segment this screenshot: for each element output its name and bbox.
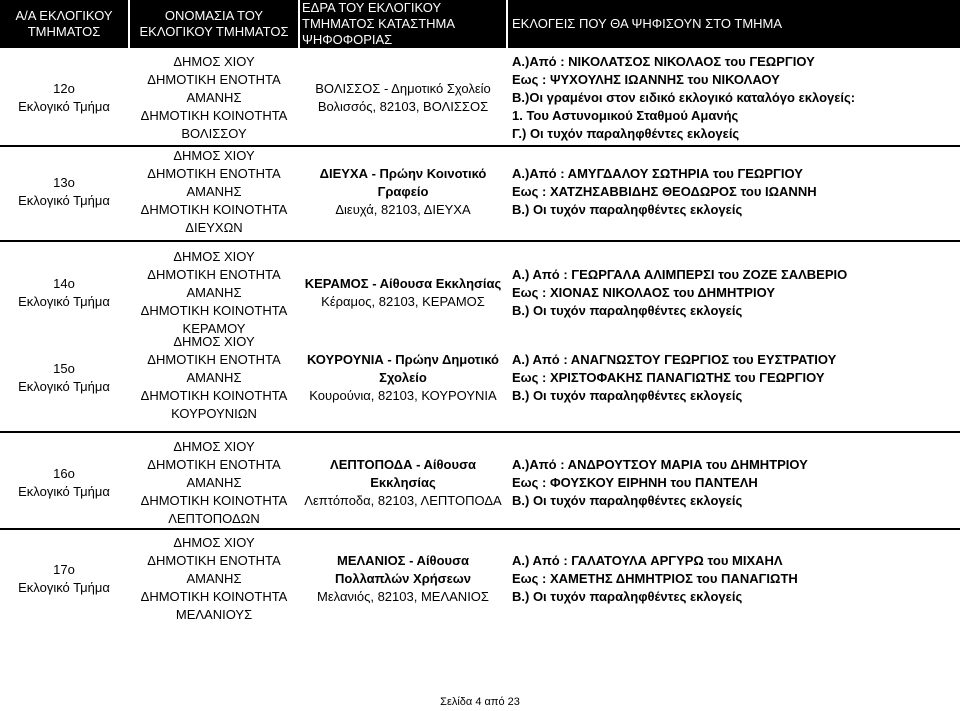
- section-number-cell: [0, 148, 128, 236]
- header-col-voters: [508, 0, 960, 48]
- polling-station-address: Βολισσός, 82103, ΒΟΛΙΣΣΟΣ: [317, 99, 489, 114]
- section-name-cell: [130, 50, 298, 146]
- text-line: Β.) Οι τυχόν παραληφθέντες εκλογείς: [512, 493, 743, 508]
- text-line: Εκλογικό Τμήμα: [18, 294, 110, 309]
- section-name-cell: [130, 335, 298, 421]
- text-line: ΔΗΜΟΤΙΚΗ ΚΟΙΝΟΤΗΤΑ: [140, 202, 288, 217]
- voters-cell: [512, 50, 960, 146]
- text-line: Β.) Οι τυχόν παραληφθέντες εκλογείς: [512, 303, 743, 318]
- text-line: ΑΜΑΝΗΣ: [186, 571, 242, 586]
- text-line: ΔΗΜΟΣ ΧΙΟΥ: [173, 334, 255, 349]
- header-text: ΕΔΡΑ ΤΟΥ ΕΚΛΟΓΙΚΟΥ: [302, 0, 442, 15]
- text-line: Α.) Από : ΓΑΛΑΤΟΥΛΑ ΑΡΓΥΡΩ του ΜΙΧΑΗΛ: [512, 553, 783, 568]
- polling-station-cell: [300, 50, 506, 146]
- text-line: ΔΗΜΟΣ ΧΙΟΥ: [173, 439, 255, 454]
- text-line: ΑΜΑΝΗΣ: [186, 285, 242, 300]
- text-line: Εως : ΧΑΜΕΤΗΣ ΔΗΜΗΤΡΙΟΣ του ΠΑΝΑΓΙΩΤΗ: [512, 571, 798, 586]
- text-line: ΒΟΛΙΣΣΟΥ: [181, 126, 247, 141]
- text-line: 15ο: [53, 361, 75, 376]
- text-line: ΚΕΡΑΜΟΣ - Αίθουσα Εκκλησίας: [304, 276, 502, 291]
- text-line: Εκλογικό Τμήμα: [18, 193, 110, 208]
- polling-station-address: Κουρούνια, 82103, ΚΟΥΡΟΥΝΙΑ: [309, 388, 497, 403]
- text-line: Εκκλησίας: [370, 475, 436, 490]
- polling-station-cell: [300, 251, 506, 335]
- section-number-cell: [0, 533, 128, 625]
- polling-station-address: Λεπτόποδα, 82103, ΛΕΠΤΟΠΟΔΑ: [304, 493, 502, 508]
- section-name-cell: [130, 251, 298, 335]
- polling-station-cell: [300, 335, 506, 421]
- text-line: ΔΗΜΟΤΙΚΗ ΕΝΟΤΗΤΑ: [147, 166, 281, 181]
- text-line: ΔΗΜΟΤΙΚΗ ΕΝΟΤΗΤΑ: [147, 267, 281, 282]
- section-name-cell: [130, 148, 298, 236]
- text-line: Εκλογικό Τμήμα: [18, 379, 110, 394]
- voters-cell: [512, 436, 960, 530]
- header-col-polling-station: [300, 0, 506, 48]
- header-col-section-name: [130, 0, 298, 48]
- text-line: Γραφείο: [377, 184, 429, 199]
- text-line: 12ο: [53, 81, 75, 96]
- text-line: Εκλογικό Τμήμα: [18, 99, 110, 114]
- text-line: ΔΗΜΟΤΙΚΗ ΕΝΟΤΗΤΑ: [147, 457, 281, 472]
- text-line: ΔΗΜΟΤΙΚΗ ΚΟΙΝΟΤΗΤΑ: [140, 108, 288, 123]
- text-line: ΔΙΕΥΧΩΝ: [185, 220, 243, 235]
- row-separator: [0, 431, 960, 433]
- header-text: ΟΝΟΜΑΣΙΑ ΤΟΥ: [164, 8, 264, 23]
- text-line: ΛΕΠΤΟΠΟΔΩΝ: [168, 511, 260, 526]
- text-line: 17ο: [53, 562, 75, 577]
- text-line: Γ.) Οι τυχόν παραληφθέντες εκλογείς: [512, 126, 740, 141]
- text-line: Σχολείο: [379, 370, 427, 385]
- row-separator: [0, 240, 960, 242]
- polling-station-address: Μελανιός, 82103, ΜΕΛΑΝΙΟΣ: [317, 589, 489, 604]
- text-line: ΚΕΡΑΜΟΥ: [182, 321, 246, 336]
- section-number-cell: [0, 436, 128, 530]
- text-line: Εως : ΨΥΧΟΥΛΗΣ ΙΩΑΝΝΗΣ του ΝΙΚΟΛΑΟΥ: [512, 72, 780, 87]
- text-line: ΜΕΛΑΝΙΟΥΣ: [175, 607, 253, 622]
- header-text: Α/Α ΕΚΛΟΓΙΚΟΥ: [15, 8, 113, 23]
- text-line: Β.)Οι γραμένοι στον ειδικό εκλογικό καταλόγο εκλογείς:: [512, 90, 856, 105]
- text-line: ΔΗΜΟΣ ΧΙΟΥ: [173, 148, 255, 163]
- text-line: ΔΗΜΟΣ ΧΙΟΥ: [173, 249, 255, 264]
- text-line: ΔΙΕΥΧΑ - Πρώην Κοινοτικό: [319, 166, 487, 181]
- text-line: 13ο: [53, 175, 75, 190]
- text-line: ΔΗΜΟΤΙΚΗ ΕΝΟΤΗΤΑ: [147, 352, 281, 367]
- text-line: ΔΗΜΟΤΙΚΗ ΚΟΙΝΟΤΗΤΑ: [140, 388, 288, 403]
- header-text: ΤΜΗΜΑΤΟΣ ΚΑΤΑΣΤΗΜΑ: [302, 16, 456, 31]
- text-line: ΚΟΥΡΟΥΝΙΩΝ: [171, 406, 257, 421]
- section-number-cell: [0, 335, 128, 421]
- text-line: ΑΜΑΝΗΣ: [186, 184, 242, 199]
- text-line: ΚΟΥΡΟΥΝΙΑ - Πρώην Δημοτικό: [307, 352, 499, 367]
- text-line: Εως : ΧΑΤΖΗΣΑΒΒΙΔΗΣ ΘΕΟΔΩΡΟΣ του ΙΩΑΝΝΗ: [512, 184, 817, 199]
- text-line: Εως : ΧΡΙΣΤΟΦΑΚΗΣ ΠΑΝΑΓΙΩΤΗΣ του ΓΕΩΡΓΙΟΥ: [512, 370, 825, 385]
- header-text: ΨΗΦΟΦΟΡΙΑΣ: [302, 32, 393, 47]
- text-line: Εως : ΦΟΥΣΚΟΥ ΕΙΡΗΝΗ του ΠΑΝΤΕΛΗ: [512, 475, 758, 490]
- text-line: ΜΕΛΑΝΙΟΣ - Αίθουσα: [337, 553, 469, 568]
- voters-cell: [512, 533, 960, 625]
- text-line: Α.) Από : ΓΕΩΡΓΑΛΑ ΑΛΙΜΠΕΡΣΙ του ΖΟΖΕ ΣΑΛΒΕΡΙΟ: [512, 267, 848, 282]
- header-text: ΕΚΛΟΓΙΚΟΥ ΤΜΗΜΑΤΟΣ: [139, 24, 289, 39]
- text-line: ΒΟΛΙΣΣΟΣ - Δημοτικό Σχολείο: [315, 81, 491, 96]
- text-line: Α.)Από : ΑΝΔΡΟΥΤΣΟΥ ΜΑΡΙΑ του ΔΗΜΗΤΡΙΟΥ: [512, 457, 808, 472]
- text-line: ΔΗΜΟΤΙΚΗ ΚΟΙΝΟΤΗΤΑ: [140, 589, 288, 604]
- voters-cell: [512, 251, 960, 335]
- voters-cell: [512, 335, 960, 421]
- header-text: ΤΜΗΜΑΤΟΣ: [27, 24, 101, 39]
- text-line: Α.)Από : ΑΜΥΓΔΑΛΟΥ ΣΩΤΗΡΙΑ του ΓΕΩΡΓΙΟΥ: [512, 166, 803, 181]
- text-line: Α.)Από : ΝΙΚΟΛΑΤΣΟΣ ΝΙΚΟΛΑΟΣ του ΓΕΩΡΓΙΟΥ: [512, 54, 815, 69]
- section-name-cell: [130, 436, 298, 530]
- text-line: Εκλογικό Τμήμα: [18, 580, 110, 595]
- text-line: Β.) Οι τυχόν παραληφθέντες εκλογείς: [512, 202, 743, 217]
- polling-station-address: Κέραμος, 82103, ΚΕΡΑΜΟΣ: [321, 294, 485, 309]
- text-line: ΑΜΑΝΗΣ: [186, 370, 242, 385]
- text-line: ΑΜΑΝΗΣ: [186, 90, 242, 105]
- text-line: 1. Του Αστυνομικού Σταθμού Αμανής: [512, 108, 739, 123]
- text-line: Εκλογικό Τμήμα: [18, 484, 110, 499]
- text-line: Α.) Από : ΑΝΑΓΝΩΣΤΟΥ ΓΕΩΡΓΙΟΣ του ΕΥΣΤΡΑΤΙΟΥ: [512, 352, 837, 367]
- text-line: ΔΗΜΟΣ ΧΙΟΥ: [173, 54, 255, 69]
- voters-cell: [512, 148, 960, 236]
- text-line: ΔΗΜΟΤΙΚΗ ΕΝΟΤΗΤΑ: [147, 553, 281, 568]
- header-col-section-number: [0, 0, 128, 48]
- text-line: ΔΗΜΟΤΙΚΗ ΚΟΙΝΟΤΗΤΑ: [140, 303, 288, 318]
- section-number-cell: [0, 251, 128, 335]
- text-line: 14ο: [53, 276, 75, 291]
- text-line: Πολλαπλών Χρήσεων: [335, 571, 471, 586]
- header-text: ΕΚΛΟΓΕΙΣ ΠΟΥ ΘΑ ΨΗΦΙΣΟΥΝ ΣΤΟ ΤΜΗΜΑ: [512, 16, 783, 31]
- text-line: 16ο: [53, 466, 75, 481]
- text-line: Β.) Οι τυχόν παραληφθέντες εκλογείς: [512, 388, 743, 403]
- text-line: ΔΗΜΟΣ ΧΙΟΥ: [173, 535, 255, 550]
- polling-station-address: Διευχά, 82103, ΔΙΕΥΧΑ: [335, 202, 471, 217]
- text-line: ΛΕΠΤΟΠΟΔΑ - Αίθουσα: [330, 457, 476, 472]
- polling-station-cell: [300, 436, 506, 530]
- text-line: Εως : ΧΙΟΝΑΣ ΝΙΚΟΛΑΟΣ του ΔΗΜΗΤΡΙΟΥ: [512, 285, 776, 300]
- page-footer: Σελίδα 4 από 23: [440, 696, 520, 708]
- polling-station-cell: [300, 533, 506, 625]
- polling-station-cell: [300, 148, 506, 236]
- section-number-cell: [0, 50, 128, 146]
- text-line: ΔΗΜΟΤΙΚΗ ΕΝΟΤΗΤΑ: [147, 72, 281, 87]
- text-line: ΑΜΑΝΗΣ: [186, 475, 242, 490]
- section-name-cell: [130, 533, 298, 625]
- text-line: Β.) Οι τυχόν παραληφθέντες εκλογείς: [512, 589, 743, 604]
- text-line: ΔΗΜΟΤΙΚΗ ΚΟΙΝΟΤΗΤΑ: [140, 493, 288, 508]
